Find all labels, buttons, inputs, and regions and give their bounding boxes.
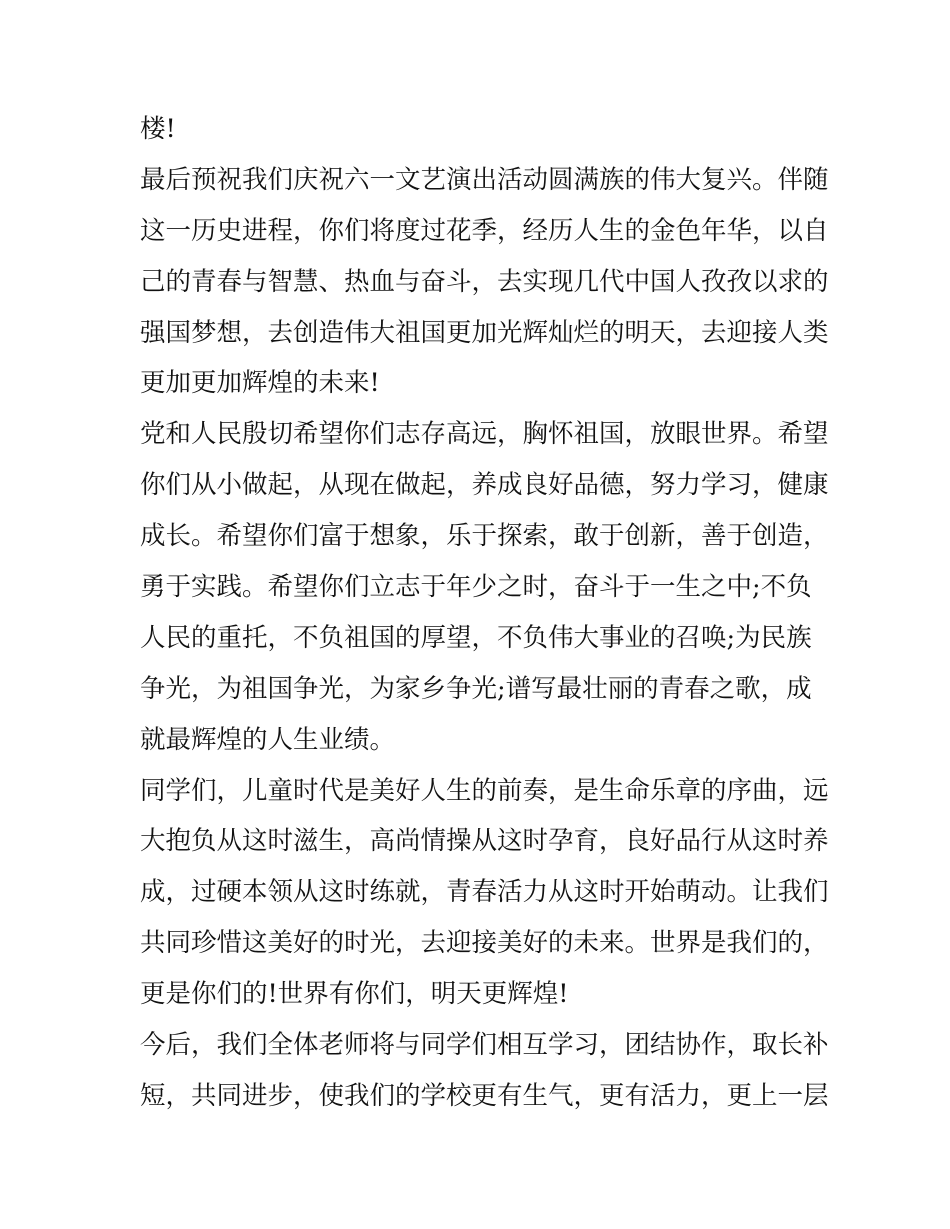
text-line: 这一历史进程，你们将度过花季，经历人生的金色年华，以自 (140, 215, 829, 246)
text-line: 最后预祝我们庆祝六一文艺演出活动圆满族的伟大复兴。伴随 (140, 164, 829, 195)
text-line: 强国梦想，去创造伟大祖国更加光辉灿烂的明天，去迎接人类 (140, 317, 829, 348)
text-line: 同学们，儿童时代是美好人生的前奏，是生命乐章的序曲，远 (140, 775, 829, 806)
text-line: 大抱负从这时滋生，高尚情操从这时孕育，良好品行从这时养 (140, 826, 829, 857)
text-line: 己的青春与智慧、热血与奋斗，去实现几代中国人孜孜以求的 (140, 266, 829, 297)
document-body (140, 104, 829, 1122)
text-line: 短，共同进步，使我们的学校更有生气，更有活力，更上一层 (140, 1080, 829, 1111)
text-line: 党和人民殷切希望你们志存高远，胸怀祖国，放眼世界。希望 (140, 419, 829, 450)
text-line: 共同珍惜这美好的时光，去迎接美好的未来。世界是我们的， (140, 928, 829, 959)
text-line: 成长。希望你们富于想象，乐于探索，敢于创新，善于创造， (140, 521, 829, 552)
text-line: 争光，为祖国争光，为家乡争光;谱写最壮丽的青春之歌，成 (140, 673, 812, 704)
text-line: 勇于实践。希望你们立志于年少之时，奋斗于一生之中;不负 (140, 572, 812, 603)
text-line: 你们从小做起，从现在做起，养成良好品德，努力学习，健康 (140, 470, 829, 501)
text-line: 楼! (140, 114, 176, 144)
text-line: 更是你们的!世界有你们，明天更辉煌! (140, 979, 569, 1010)
text-line: 更加更加辉煌的未来! (140, 368, 380, 399)
text-line: 就最辉煌的人生业绩。 (140, 724, 396, 755)
text-line: 人民的重托，不负祖国的厚望，不负伟大事业的召唤;为民族 (140, 622, 812, 653)
text-line: 今后，我们全体老师将与同学们相互学习，团结协作，取长补 (140, 1030, 829, 1061)
text-line: 成，过硬本领从这时练就，青春活力从这时开始萌动。让我们 (140, 877, 829, 908)
